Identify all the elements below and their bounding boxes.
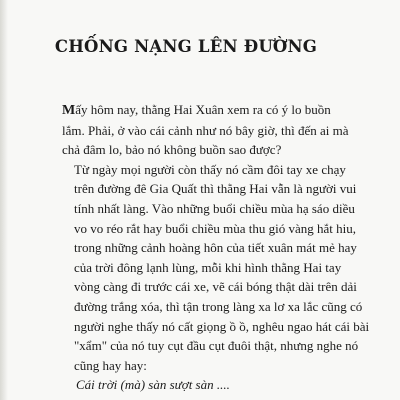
text-line: vo vo réo rắt hay buổi chiều mùa thu gió vàng hắt hiu, xyxy=(74,220,356,236)
text-line: của trời đông lạnh lùng, mỗi khi hình thằng Hai tay xyxy=(74,259,342,275)
verse-line: Cái trời (mà) sàn sượt sàn .... xyxy=(76,377,230,393)
text-line: trong những cảnh hoàng hôn của tiết xuân mát mẻ hay xyxy=(74,240,357,256)
text-line: chả đâm lo, bảo nó không buồn sao được? xyxy=(62,142,282,158)
text-line: vòng càng đi trước cái xe, vẽ cái bóng thật dài trên dải xyxy=(74,279,357,295)
body-text xyxy=(62,100,370,395)
text-line: tính nhất làng. Vào những buổi chiều mùa hạ sáo diều xyxy=(74,200,355,216)
spine-shadow xyxy=(0,0,8,400)
chapter-title: CHỐNG NẠNG LÊN ĐƯỜNG xyxy=(54,37,318,56)
text-line: lắm. Phải, ở vào cái cảnh như nó bây giờ, thì đến ai mà xyxy=(62,122,349,138)
text-line: đường trắng xóa, thì tận trong làng xa lơ xa lắc cũng có xyxy=(74,298,363,314)
text-line: người nghe thấy nó cất giọng ồ ồ, nghêu ngao hát cái bài xyxy=(74,318,370,334)
text-line: trên đường đê Gia Quất thì thằng Hai vẫn là người vui xyxy=(74,181,357,197)
text-line: Từ ngày mọi người còn thấy nó cầm đôi tay xe chạy xyxy=(74,161,346,177)
text-line-rest: ấy hôm nay, thằng Hai Xuân xem ra có ý lo buồn xyxy=(75,102,331,117)
text-line xyxy=(62,100,362,121)
text-line: "xẩm" của nó tuy cụt đầu cụt đuôi thật, nhưng nghe nó xyxy=(74,338,359,354)
paragraph-2 xyxy=(62,160,370,376)
dropcap: M xyxy=(62,103,76,118)
text-line: cũng hay hay: xyxy=(74,357,147,373)
paragraph-1 xyxy=(62,100,362,160)
